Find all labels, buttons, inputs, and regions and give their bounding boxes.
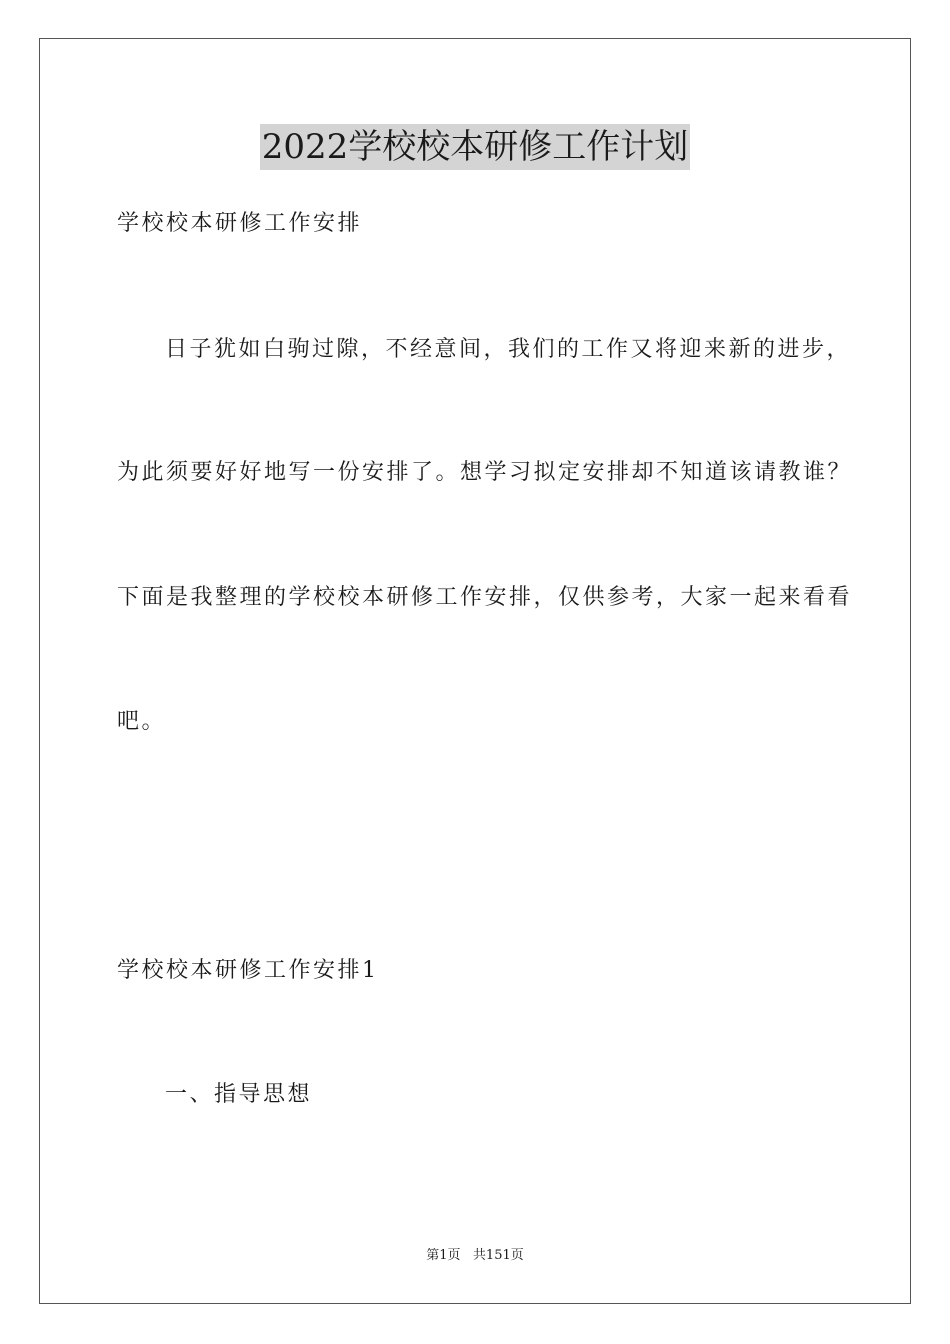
- document-title: 2022学校校本研修工作计划: [260, 124, 691, 170]
- intro-line-2: 为此须要好好地写一份安排了。想学习拟定安排却不知道该请教谁？: [117, 460, 853, 485]
- section-heading: 学校校本研修工作安排1: [117, 958, 379, 983]
- intro-line-4: 吧。: [117, 709, 167, 734]
- subsection-heading: 一、指导思想: [165, 1082, 313, 1107]
- intro-line-3: 下面是我整理的学校校本研修工作安排，仅供参考，大家一起来看看: [117, 585, 853, 610]
- title-container: [0, 124, 950, 170]
- page-footer: 第1页 共151页: [426, 1248, 524, 1263]
- intro-line-1: 日子犹如白驹过隙，不经意间，我们的工作又将迎来新的进步，: [165, 337, 852, 362]
- subtitle: 学校校本研修工作安排: [117, 211, 363, 236]
